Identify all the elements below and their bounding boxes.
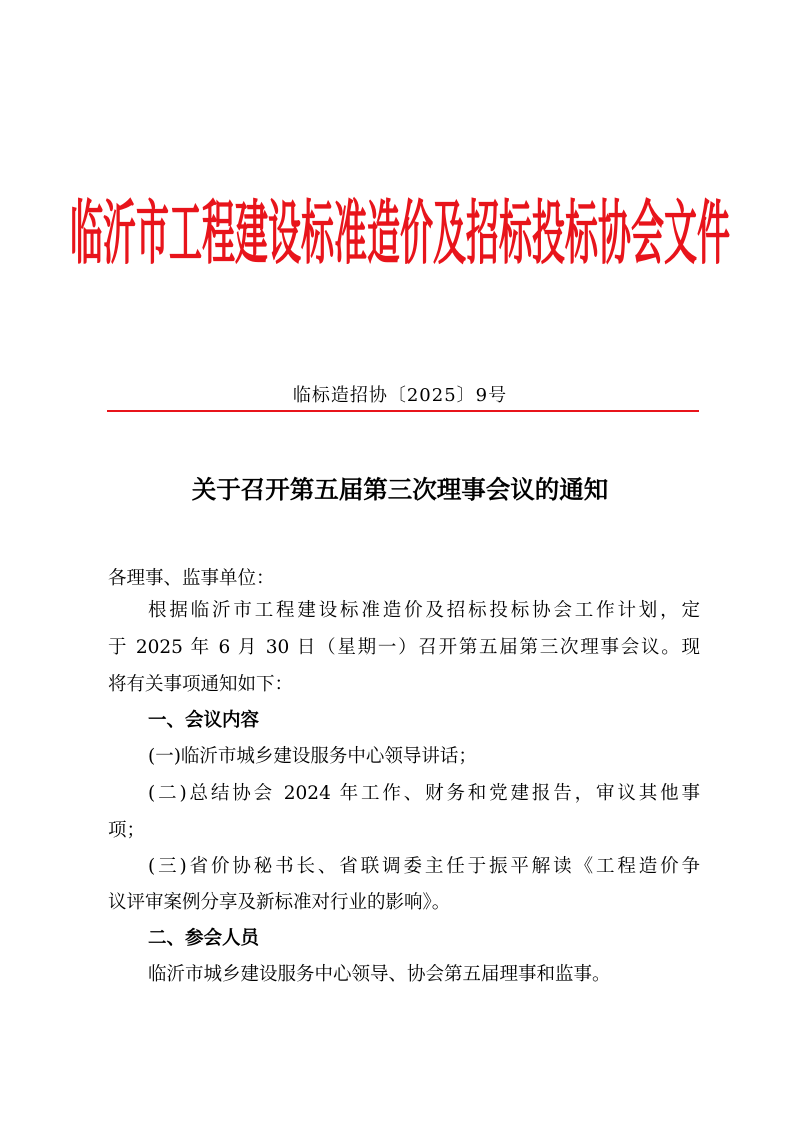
salutation: 各理事、监事单位： [108,568,275,589]
document-number: 临标造招协〔2025〕9号 [292,385,508,406]
notice-title: 关于召开第五届第三次理事会议的通知 [191,475,609,504]
intro-line-2: 于 2025 年 6 月 30 日（星期一）召开第五届第三次理事会议。现 [108,637,700,658]
meeting-item-1: (一)临沂市城乡建设服务中心领导讲话； [148,746,477,767]
intro-line-1: 根据临沂市工程建设标准造价及招标投标协会工作计划，定 [148,600,700,621]
red-header [0,178,800,278]
org-file-title: 临沂市工程建设标准造价及招标投标协会文件 [70,191,730,274]
red-divider-line [107,410,699,412]
attendees-line: 临沂市城乡建设服务中心领导、协会第五届理事和监事。 [148,964,611,985]
section-heading-meeting-content: 一、会议内容 [148,710,260,731]
intro-line-3: 将有关事项通知如下： [108,674,294,695]
meeting-item-3-continued: 议评审案例分享及新标准对行业的影响》。 [108,892,451,913]
meeting-item-2: (二)总结协会 2024 年工作、财务和党建报告，审议其他事 [148,783,700,804]
meeting-item-3: (三)省价协秘书长、省联调委主任于振平解读《工程造价争 [148,856,700,877]
meeting-item-2-continued: 项； [108,820,146,841]
section-heading-attendees: 二、参会人员 [148,928,260,949]
